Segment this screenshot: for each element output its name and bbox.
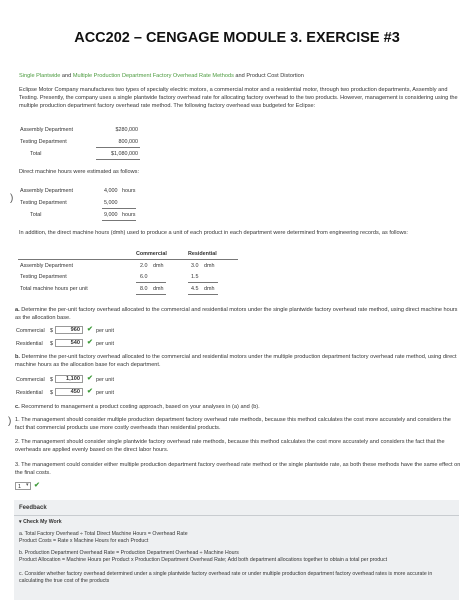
problem-heading <box>19 72 459 80</box>
chevron-down-icon: ▾ <box>26 482 29 488</box>
product-value: 2.0 <box>140 263 148 269</box>
budget-label: Total <box>30 151 42 157</box>
residential-plantwide-input[interactable]: 540 <box>55 339 83 347</box>
product-unit: dmh <box>153 286 164 292</box>
heading-link-plantwide[interactable]: Single Plantwide <box>19 73 61 79</box>
question-letter: c. <box>15 404 20 410</box>
check-icon: ✔ <box>34 482 40 489</box>
question-text: Determine the per-unit factory overhead allocated to the commercial and residential motors under the single plantwide factory overhead rate method, using direct machine hours as the allocation base. <box>15 307 458 321</box>
question-letter: b. <box>15 354 20 360</box>
product-value: 3.0 <box>191 263 199 269</box>
budget-value: $1,080,000 <box>111 151 138 157</box>
divider <box>96 159 140 160</box>
question-text: Recommend to management a product costing approach, based on your analyses in (a) and (b). <box>21 404 260 410</box>
feedback-panel <box>14 500 459 600</box>
side-mark: ) <box>8 416 12 427</box>
divider <box>188 282 218 283</box>
residential-multiple-input[interactable]: 450 <box>55 388 83 396</box>
answer-suffix: per unit <box>96 328 114 334</box>
product-unit: dmh <box>204 263 215 269</box>
answer-label: Commercial <box>16 328 45 334</box>
currency: $ <box>50 341 53 347</box>
product-value: 8.0 <box>140 286 148 292</box>
answer-label: Commercial <box>16 377 45 383</box>
heading-link-multiple[interactable]: Multiple Production Department Factory Overhead Rate Methods <box>72 73 234 79</box>
records-text: In addition, the direct machine hours (dmh) used to produce a unit of each product in each department were determined from engineering records, as follows: <box>19 230 408 236</box>
heading-text: and <box>60 73 73 79</box>
col-header-commercial: Commercial <box>136 251 167 257</box>
option-2: 2. The management should consider single plantwide factory overhead rate methods, because this method calculates the cost more accurately and considers the fact that the overheads are applied evenly based on the direct labor hours. <box>15 439 445 453</box>
product-value: 1.5 <box>191 274 199 280</box>
product-row-label: Assembly Department <box>20 263 74 269</box>
chevron-down-icon: ▾ <box>19 519 22 525</box>
dmh-intro: Direct machine hours were estimated as follows: <box>19 169 140 175</box>
check-icon: ✔ <box>87 375 93 382</box>
selected-value: 1 <box>18 484 22 490</box>
question-text: Determine the per-unit factory overhead allocated to the commercial and residential motors under the multiple production department factory overhead rate method, using direct machine hours as the allocation base for each department. <box>15 354 457 368</box>
divider <box>102 220 136 221</box>
dmh-label: Assembly Department <box>20 188 74 194</box>
answer-suffix: per unit <box>96 341 114 347</box>
check-icon: ✔ <box>87 339 93 346</box>
divider <box>96 147 140 148</box>
budget-label: Assembly Department <box>20 127 74 133</box>
feedback-item <box>19 571 455 586</box>
product-value: 4.5 <box>191 286 199 292</box>
check-icon: ✔ <box>87 388 93 395</box>
commercial-plantwide-input[interactable]: 960 <box>55 326 83 334</box>
dmh-unit: hours <box>122 188 136 194</box>
divider <box>136 282 166 283</box>
col-header-residential: Residential <box>188 251 217 257</box>
feedback-line: calculating the true cost of the products <box>19 578 110 585</box>
feedback-item <box>19 531 455 546</box>
budget-value: 800,000 <box>118 139 138 145</box>
heading-text: and Product Cost Distortion <box>233 73 304 79</box>
question-b <box>15 353 461 369</box>
question-c <box>15 403 461 411</box>
answer-suffix: per unit <box>96 390 114 396</box>
answer-label: Residential <box>16 341 43 347</box>
divider <box>14 515 459 516</box>
feedback-line: c. Consider whether factory overhead determined under a single plantwide factory overhead rate or under multiple production department factory overhead rates is more accurate in <box>19 571 433 577</box>
commercial-multiple-input[interactable]: 1,100 <box>55 375 83 383</box>
option-3: 3. The management could consider either multiple production department factory overhead rate method or the single plantwide rate, as both these methods have the same effect on the final costs. <box>15 462 461 476</box>
feedback-line: a. Total Factory Overhead ÷ Total Direct Machine Hours = Overhead Rate <box>19 531 188 537</box>
dmh-value: 9,000 <box>104 212 118 218</box>
feedback-line: b. Production Department Overhead Rate = Production Department Overhead ÷ Machine Hours <box>19 550 239 556</box>
question-a <box>15 306 461 322</box>
budget-label: Testing Department <box>20 139 67 145</box>
budget-value: $280,000 <box>115 127 138 133</box>
dmh-value: 4,000 <box>104 188 118 194</box>
option-1: 1. The management should consider multiple production department factory overhead rate methods, because this method calculates the cost more accurately and considers the fact that commercial products use more costly overheads than residential products. <box>15 417 451 431</box>
question-letter: a. <box>15 307 20 313</box>
divider <box>18 259 238 260</box>
dmh-value: 5,000 <box>104 200 118 206</box>
answer-suffix: per unit <box>96 377 114 383</box>
side-mark: ) <box>10 193 14 204</box>
product-unit: dmh <box>204 286 215 292</box>
feedback-title: Feedback <box>19 505 47 511</box>
check-my-work-toggle[interactable] <box>19 519 62 525</box>
intro-text: Eclipse Motor Company manufactures two types of specialty electric motors, a commercial motor and a residential motor, through two production departments, Assembly and Testing. Presently, the company uses a single plantwide factory overhead rate for allocating factory overhead to the two products. However, management is considering using the multiple production department factory overhead rate method. The following factory overhead was budgeted for Eclipse: <box>19 87 458 109</box>
divider <box>102 208 136 209</box>
page-title: ACC202 – CENGAGE MODULE 3. EXERCISE #3 <box>74 30 400 46</box>
feedback-line: Product Allocation = Machine Hours per Product x Production Department Overhead Rate; Add both department allocations together to obtain a total per product <box>19 557 388 564</box>
dmh-label: Testing Department <box>20 200 67 206</box>
divider <box>188 294 218 295</box>
product-row-label: Testing Department <box>20 274 67 280</box>
currency: $ <box>50 328 53 334</box>
dmh-unit: hours <box>122 212 136 218</box>
product-unit: dmh <box>153 263 164 269</box>
divider <box>136 294 166 295</box>
dmh-label: Total <box>30 212 42 218</box>
product-row-label: Total machine hours per unit <box>20 286 88 292</box>
currency: $ <box>50 390 53 396</box>
feedback-line: Product Costs = Rate x Machine Hours for each Product <box>19 538 149 545</box>
check-icon: ✔ <box>87 326 93 333</box>
currency: $ <box>50 377 53 383</box>
feedback-item <box>19 550 455 565</box>
answer-label: Residential <box>16 390 43 396</box>
product-value: 6.0 <box>140 274 148 280</box>
check-my-work-label: Check My Work <box>23 519 62 525</box>
